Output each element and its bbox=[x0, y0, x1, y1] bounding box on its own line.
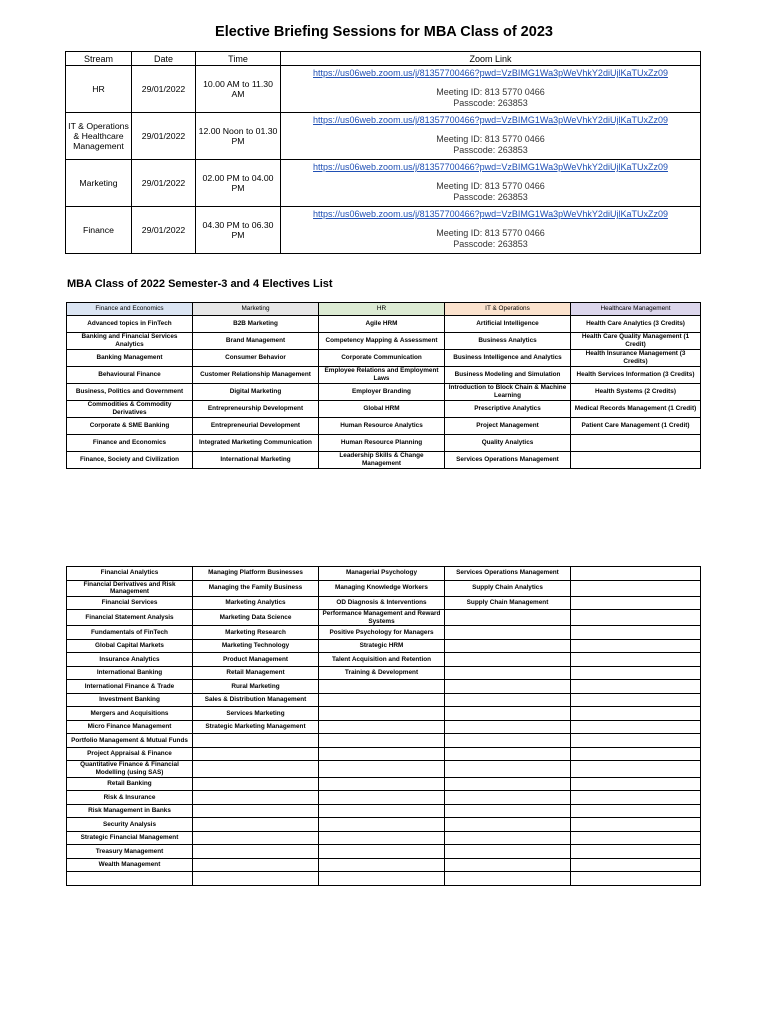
hr-elective bbox=[319, 720, 445, 734]
finance-elective: Project Appraisal & Finance bbox=[67, 747, 193, 761]
table-row bbox=[67, 777, 701, 791]
healthcare-elective: Patient Care Management (1 Credit) bbox=[571, 418, 701, 435]
marketing-elective: Services Marketing bbox=[193, 707, 319, 721]
healthcare-elective: Health Insurance Management (3 Credits) bbox=[571, 350, 701, 367]
finance-elective: Security Analysis bbox=[67, 818, 193, 832]
it-elective: Artificial Intelligence bbox=[445, 316, 571, 333]
healthcare-elective bbox=[571, 680, 701, 694]
healthcare-elective bbox=[571, 747, 701, 761]
it-elective: Services Operations Management bbox=[445, 567, 571, 581]
stream-cell: HR bbox=[66, 66, 132, 113]
marketing-elective: Managing the Family Business bbox=[193, 580, 319, 596]
finance-elective: International Finance & Trade bbox=[67, 680, 193, 694]
healthcare-elective bbox=[571, 761, 701, 777]
hr-elective: Agile HRM bbox=[319, 316, 445, 333]
finance-elective: Financial Services bbox=[67, 596, 193, 610]
finance-elective: Treasury Management bbox=[67, 845, 193, 859]
it-elective bbox=[445, 680, 571, 694]
finance-elective: Financial Analytics bbox=[67, 567, 193, 581]
healthcare-elective bbox=[571, 639, 701, 653]
finance-elective: Insurance Analytics bbox=[67, 653, 193, 667]
it-elective bbox=[445, 831, 571, 845]
table-row bbox=[67, 734, 701, 748]
finance-elective: Corporate & SME Banking bbox=[67, 418, 193, 435]
it-elective bbox=[445, 761, 571, 777]
marketing-elective bbox=[193, 734, 319, 748]
healthcare-elective bbox=[571, 707, 701, 721]
hr-elective: Positive Psychology for Managers bbox=[319, 626, 445, 640]
hr-elective: Human Resource Analytics bbox=[319, 418, 445, 435]
marketing-elective bbox=[193, 872, 319, 886]
hr-elective bbox=[319, 845, 445, 859]
table-row bbox=[67, 333, 701, 350]
stream-cell: Finance bbox=[66, 207, 132, 254]
table-row bbox=[67, 567, 701, 581]
it-elective bbox=[445, 858, 571, 872]
healthcare-elective: Health Care Quality Management (1 Credit) bbox=[571, 333, 701, 350]
marketing-elective: Sales & Distribution Management bbox=[193, 693, 319, 707]
header-healthcare: Healthcare Management bbox=[571, 303, 701, 316]
table-row bbox=[67, 707, 701, 721]
header-hr: HR bbox=[319, 303, 445, 316]
electives-table-page2 bbox=[66, 566, 701, 886]
table-row bbox=[67, 858, 701, 872]
table-row bbox=[67, 626, 701, 640]
time-cell: 12.00 Noon to 01.30 PM bbox=[196, 113, 281, 160]
it-elective: Quality Analytics bbox=[445, 435, 571, 452]
meeting-id: Meeting ID: 813 5770 0466 bbox=[436, 134, 545, 144]
healthcare-elective bbox=[571, 693, 701, 707]
table-row bbox=[67, 804, 701, 818]
healthcare-elective bbox=[571, 818, 701, 832]
passcode: Passcode: 263853 bbox=[453, 239, 528, 249]
healthcare-elective bbox=[571, 858, 701, 872]
briefing-row bbox=[66, 160, 701, 207]
hr-elective bbox=[319, 858, 445, 872]
healthcare-elective: Health Services Information (3 Credits) bbox=[571, 367, 701, 384]
hr-elective bbox=[319, 680, 445, 694]
hr-elective bbox=[319, 693, 445, 707]
table-row bbox=[67, 316, 701, 333]
finance-elective: Risk Management in Banks bbox=[67, 804, 193, 818]
page-title: Elective Briefing Sessions for MBA Class of 2023 bbox=[215, 24, 553, 40]
marketing-elective bbox=[193, 804, 319, 818]
healthcare-elective bbox=[571, 580, 701, 596]
marketing-elective: Consumer Behavior bbox=[193, 350, 319, 367]
marketing-elective bbox=[193, 858, 319, 872]
marketing-elective: Entrepreneurial Development bbox=[193, 418, 319, 435]
finance-elective bbox=[67, 872, 193, 886]
table-row bbox=[67, 872, 701, 886]
healthcare-elective bbox=[571, 596, 701, 610]
hr-elective: OD Diagnosis & Interventions bbox=[319, 596, 445, 610]
electives-title: MBA Class of 2022 Semester-3 and 4 Electives List bbox=[67, 278, 333, 290]
finance-elective: Wealth Management bbox=[67, 858, 193, 872]
hr-elective bbox=[319, 747, 445, 761]
it-elective: Business Modeling and Simulation bbox=[445, 367, 571, 384]
it-elective bbox=[445, 653, 571, 667]
passcode: Passcode: 263853 bbox=[453, 98, 528, 108]
it-elective bbox=[445, 872, 571, 886]
hr-elective: Managing Knowledge Workers bbox=[319, 580, 445, 596]
healthcare-elective bbox=[571, 872, 701, 886]
header-marketing: Marketing bbox=[193, 303, 319, 316]
it-elective bbox=[445, 610, 571, 626]
zoom-link[interactable]: https://us06web.zoom.us/j/81357700466?pwd=VzBIMG1Wa3pWeVhkY2diUjlKaTUxZz09 bbox=[313, 209, 668, 219]
table-row bbox=[67, 818, 701, 832]
it-elective bbox=[445, 720, 571, 734]
it-elective bbox=[445, 804, 571, 818]
hr-elective bbox=[319, 872, 445, 886]
date-cell: 29/01/2022 bbox=[132, 113, 196, 160]
hr-elective: Leadership Skills & Change Management bbox=[319, 452, 445, 469]
hr-elective bbox=[319, 707, 445, 721]
date-cell: 29/01/2022 bbox=[132, 66, 196, 113]
it-elective: Supply Chain Management bbox=[445, 596, 571, 610]
marketing-elective: Marketing Data Science bbox=[193, 610, 319, 626]
marketing-elective: Marketing Technology bbox=[193, 639, 319, 653]
finance-elective: Global Capital Markets bbox=[67, 639, 193, 653]
healthcare-elective bbox=[571, 666, 701, 680]
briefing-table bbox=[65, 51, 701, 254]
meeting-id: Meeting ID: 813 5770 0466 bbox=[436, 228, 545, 238]
marketing-elective: Customer Relationship Management bbox=[193, 367, 319, 384]
finance-elective: Retail Banking bbox=[67, 777, 193, 791]
healthcare-elective: Medical Records Management (1 Credit) bbox=[571, 401, 701, 418]
it-elective: Services Operations Management bbox=[445, 452, 571, 469]
finance-elective: Commodities & Commodity Derivatives bbox=[67, 401, 193, 418]
it-elective: Supply Chain Analytics bbox=[445, 580, 571, 596]
hr-elective: Employer Branding bbox=[319, 384, 445, 401]
healthcare-elective: Health Systems (2 Credits) bbox=[571, 384, 701, 401]
it-elective bbox=[445, 707, 571, 721]
hr-elective bbox=[319, 804, 445, 818]
it-elective bbox=[445, 734, 571, 748]
table-row bbox=[67, 845, 701, 859]
table-row bbox=[67, 367, 701, 384]
hr-elective bbox=[319, 761, 445, 777]
marketing-elective bbox=[193, 761, 319, 777]
marketing-elective: Digital Marketing bbox=[193, 384, 319, 401]
header-date: Date bbox=[132, 52, 196, 66]
marketing-elective: Entrepreneurship Development bbox=[193, 401, 319, 418]
stream-cell: IT & Operations & Healthcare Management bbox=[66, 113, 132, 160]
healthcare-elective bbox=[571, 831, 701, 845]
healthcare-elective bbox=[571, 452, 701, 469]
zoom-cell bbox=[281, 66, 701, 113]
healthcare-elective bbox=[571, 567, 701, 581]
electives-table-page1 bbox=[66, 302, 701, 469]
finance-elective: Investment Banking bbox=[67, 693, 193, 707]
meeting-id: Meeting ID: 813 5770 0466 bbox=[436, 87, 545, 97]
healthcare-elective bbox=[571, 791, 701, 805]
finance-elective: Strategic Financial Management bbox=[67, 831, 193, 845]
it-elective bbox=[445, 791, 571, 805]
marketing-elective bbox=[193, 777, 319, 791]
finance-elective: Behavioural Finance bbox=[67, 367, 193, 384]
finance-elective: Fundamentals of FinTech bbox=[67, 626, 193, 640]
table-row bbox=[67, 639, 701, 653]
marketing-elective: Product Management bbox=[193, 653, 319, 667]
finance-elective: Micro Finance Management bbox=[67, 720, 193, 734]
marketing-elective: Marketing Analytics bbox=[193, 596, 319, 610]
header-stream: Stream bbox=[66, 52, 132, 66]
finance-elective: Banking Management bbox=[67, 350, 193, 367]
briefing-row bbox=[66, 207, 701, 254]
finance-elective: Quantitative Finance & Financial Modelling (using SAS) bbox=[67, 761, 193, 777]
table-row bbox=[67, 747, 701, 761]
finance-elective: Portfolio Management & Mutual Funds bbox=[67, 734, 193, 748]
meeting-id: Meeting ID: 813 5770 0466 bbox=[436, 181, 545, 191]
table-row bbox=[67, 666, 701, 680]
finance-elective: Advanced topics in FinTech bbox=[67, 316, 193, 333]
hr-elective bbox=[319, 734, 445, 748]
marketing-elective: B2B Marketing bbox=[193, 316, 319, 333]
zoom-cell bbox=[281, 113, 701, 160]
date-cell: 29/01/2022 bbox=[132, 207, 196, 254]
zoom-link[interactable]: https://us06web.zoom.us/j/81357700466?pwd=VzBIMG1Wa3pWeVhkY2diUjlKaTUxZz09 bbox=[313, 115, 668, 125]
it-elective bbox=[445, 666, 571, 680]
header-zoom-link: Zoom Link bbox=[281, 52, 701, 66]
it-elective bbox=[445, 777, 571, 791]
healthcare-elective bbox=[571, 777, 701, 791]
table-row bbox=[67, 761, 701, 777]
zoom-link[interactable]: https://us06web.zoom.us/j/81357700466?pwd=VzBIMG1Wa3pWeVhkY2diUjlKaTUxZz09 bbox=[313, 68, 668, 78]
zoom-cell bbox=[281, 207, 701, 254]
healthcare-elective bbox=[571, 734, 701, 748]
finance-elective: Finance and Economics bbox=[67, 435, 193, 452]
time-cell: 04.30 PM to 06.30 PM bbox=[196, 207, 281, 254]
time-cell: 02.00 PM to 04.00 PM bbox=[196, 160, 281, 207]
hr-elective: Global HRM bbox=[319, 401, 445, 418]
table-row bbox=[67, 653, 701, 667]
header-time: Time bbox=[196, 52, 281, 66]
hr-elective: Performance Management and Reward Systems bbox=[319, 610, 445, 626]
table-row bbox=[67, 693, 701, 707]
finance-elective: Business, Politics and Government bbox=[67, 384, 193, 401]
hr-elective: Strategic HRM bbox=[319, 639, 445, 653]
electives-header-row bbox=[67, 303, 701, 316]
table-row bbox=[67, 720, 701, 734]
marketing-elective: International Marketing bbox=[193, 452, 319, 469]
table-row bbox=[67, 680, 701, 694]
header-it-operations: IT & Operations bbox=[445, 303, 571, 316]
marketing-elective: Marketing Research bbox=[193, 626, 319, 640]
zoom-cell bbox=[281, 160, 701, 207]
it-elective: Business Analytics bbox=[445, 333, 571, 350]
marketing-elective bbox=[193, 845, 319, 859]
marketing-elective bbox=[193, 791, 319, 805]
marketing-elective: Integrated Marketing Communication bbox=[193, 435, 319, 452]
hr-elective bbox=[319, 777, 445, 791]
it-elective bbox=[445, 639, 571, 653]
marketing-elective: Brand Management bbox=[193, 333, 319, 350]
it-elective bbox=[445, 747, 571, 761]
healthcare-elective bbox=[571, 845, 701, 859]
healthcare-elective: Health Care Analytics (3 Credits) bbox=[571, 316, 701, 333]
table-row bbox=[67, 435, 701, 452]
finance-elective: Financial Statement Analysis bbox=[67, 610, 193, 626]
healthcare-elective bbox=[571, 720, 701, 734]
hr-elective: Human Resource Planning bbox=[319, 435, 445, 452]
finance-elective: Banking and Financial Services Analytics bbox=[67, 333, 193, 350]
date-cell: 29/01/2022 bbox=[132, 160, 196, 207]
healthcare-elective bbox=[571, 804, 701, 818]
marketing-elective bbox=[193, 747, 319, 761]
healthcare-elective bbox=[571, 653, 701, 667]
it-elective bbox=[445, 626, 571, 640]
marketing-elective bbox=[193, 818, 319, 832]
table-row bbox=[67, 610, 701, 626]
it-elective bbox=[445, 818, 571, 832]
header-finance: Finance and Economics bbox=[67, 303, 193, 316]
table-row bbox=[67, 384, 701, 401]
finance-elective: Mergers and Acquisitions bbox=[67, 707, 193, 721]
hr-elective bbox=[319, 791, 445, 805]
it-elective: Introduction to Block Chain & Machine Learning bbox=[445, 384, 571, 401]
hr-elective: Competency Mapping & Assessment bbox=[319, 333, 445, 350]
table-row bbox=[67, 791, 701, 805]
hr-elective: Talent Acquisition and Retention bbox=[319, 653, 445, 667]
it-elective bbox=[445, 693, 571, 707]
hr-elective bbox=[319, 831, 445, 845]
marketing-elective: Managing Platform Businesses bbox=[193, 567, 319, 581]
marketing-elective: Retail Management bbox=[193, 666, 319, 680]
zoom-link[interactable]: https://us06web.zoom.us/j/81357700466?pwd=VzBIMG1Wa3pWeVhkY2diUjlKaTUxZz09 bbox=[313, 162, 668, 172]
table-row bbox=[67, 596, 701, 610]
finance-elective: Finance, Society and Civilization bbox=[67, 452, 193, 469]
it-elective: Project Management bbox=[445, 418, 571, 435]
passcode: Passcode: 263853 bbox=[453, 145, 528, 155]
table-row bbox=[67, 831, 701, 845]
marketing-elective: Rural Marketing bbox=[193, 680, 319, 694]
hr-elective bbox=[319, 818, 445, 832]
marketing-elective: Strategic Marketing Management bbox=[193, 720, 319, 734]
table-row bbox=[67, 401, 701, 418]
it-elective: Prescriptive Analytics bbox=[445, 401, 571, 418]
table-row bbox=[67, 350, 701, 367]
marketing-elective bbox=[193, 831, 319, 845]
it-elective: Business Intelligence and Analytics bbox=[445, 350, 571, 367]
finance-elective: Risk & Insurance bbox=[67, 791, 193, 805]
table-row bbox=[67, 418, 701, 435]
it-elective bbox=[445, 845, 571, 859]
passcode: Passcode: 263853 bbox=[453, 192, 528, 202]
briefing-header-row bbox=[66, 52, 701, 66]
finance-elective: International Banking bbox=[67, 666, 193, 680]
hr-elective: Managerial Psychology bbox=[319, 567, 445, 581]
hr-elective: Employee Relations and Employment Laws bbox=[319, 367, 445, 384]
finance-elective: Financial Derivatives and Risk Management bbox=[67, 580, 193, 596]
briefing-row bbox=[66, 66, 701, 113]
hr-elective: Training & Development bbox=[319, 666, 445, 680]
briefing-row bbox=[66, 113, 701, 160]
time-cell: 10.00 AM to 11.30 AM bbox=[196, 66, 281, 113]
healthcare-elective bbox=[571, 626, 701, 640]
hr-elective: Corporate Communication bbox=[319, 350, 445, 367]
stream-cell: Marketing bbox=[66, 160, 132, 207]
healthcare-elective bbox=[571, 610, 701, 626]
table-row bbox=[67, 452, 701, 469]
healthcare-elective bbox=[571, 435, 701, 452]
table-row bbox=[67, 580, 701, 596]
